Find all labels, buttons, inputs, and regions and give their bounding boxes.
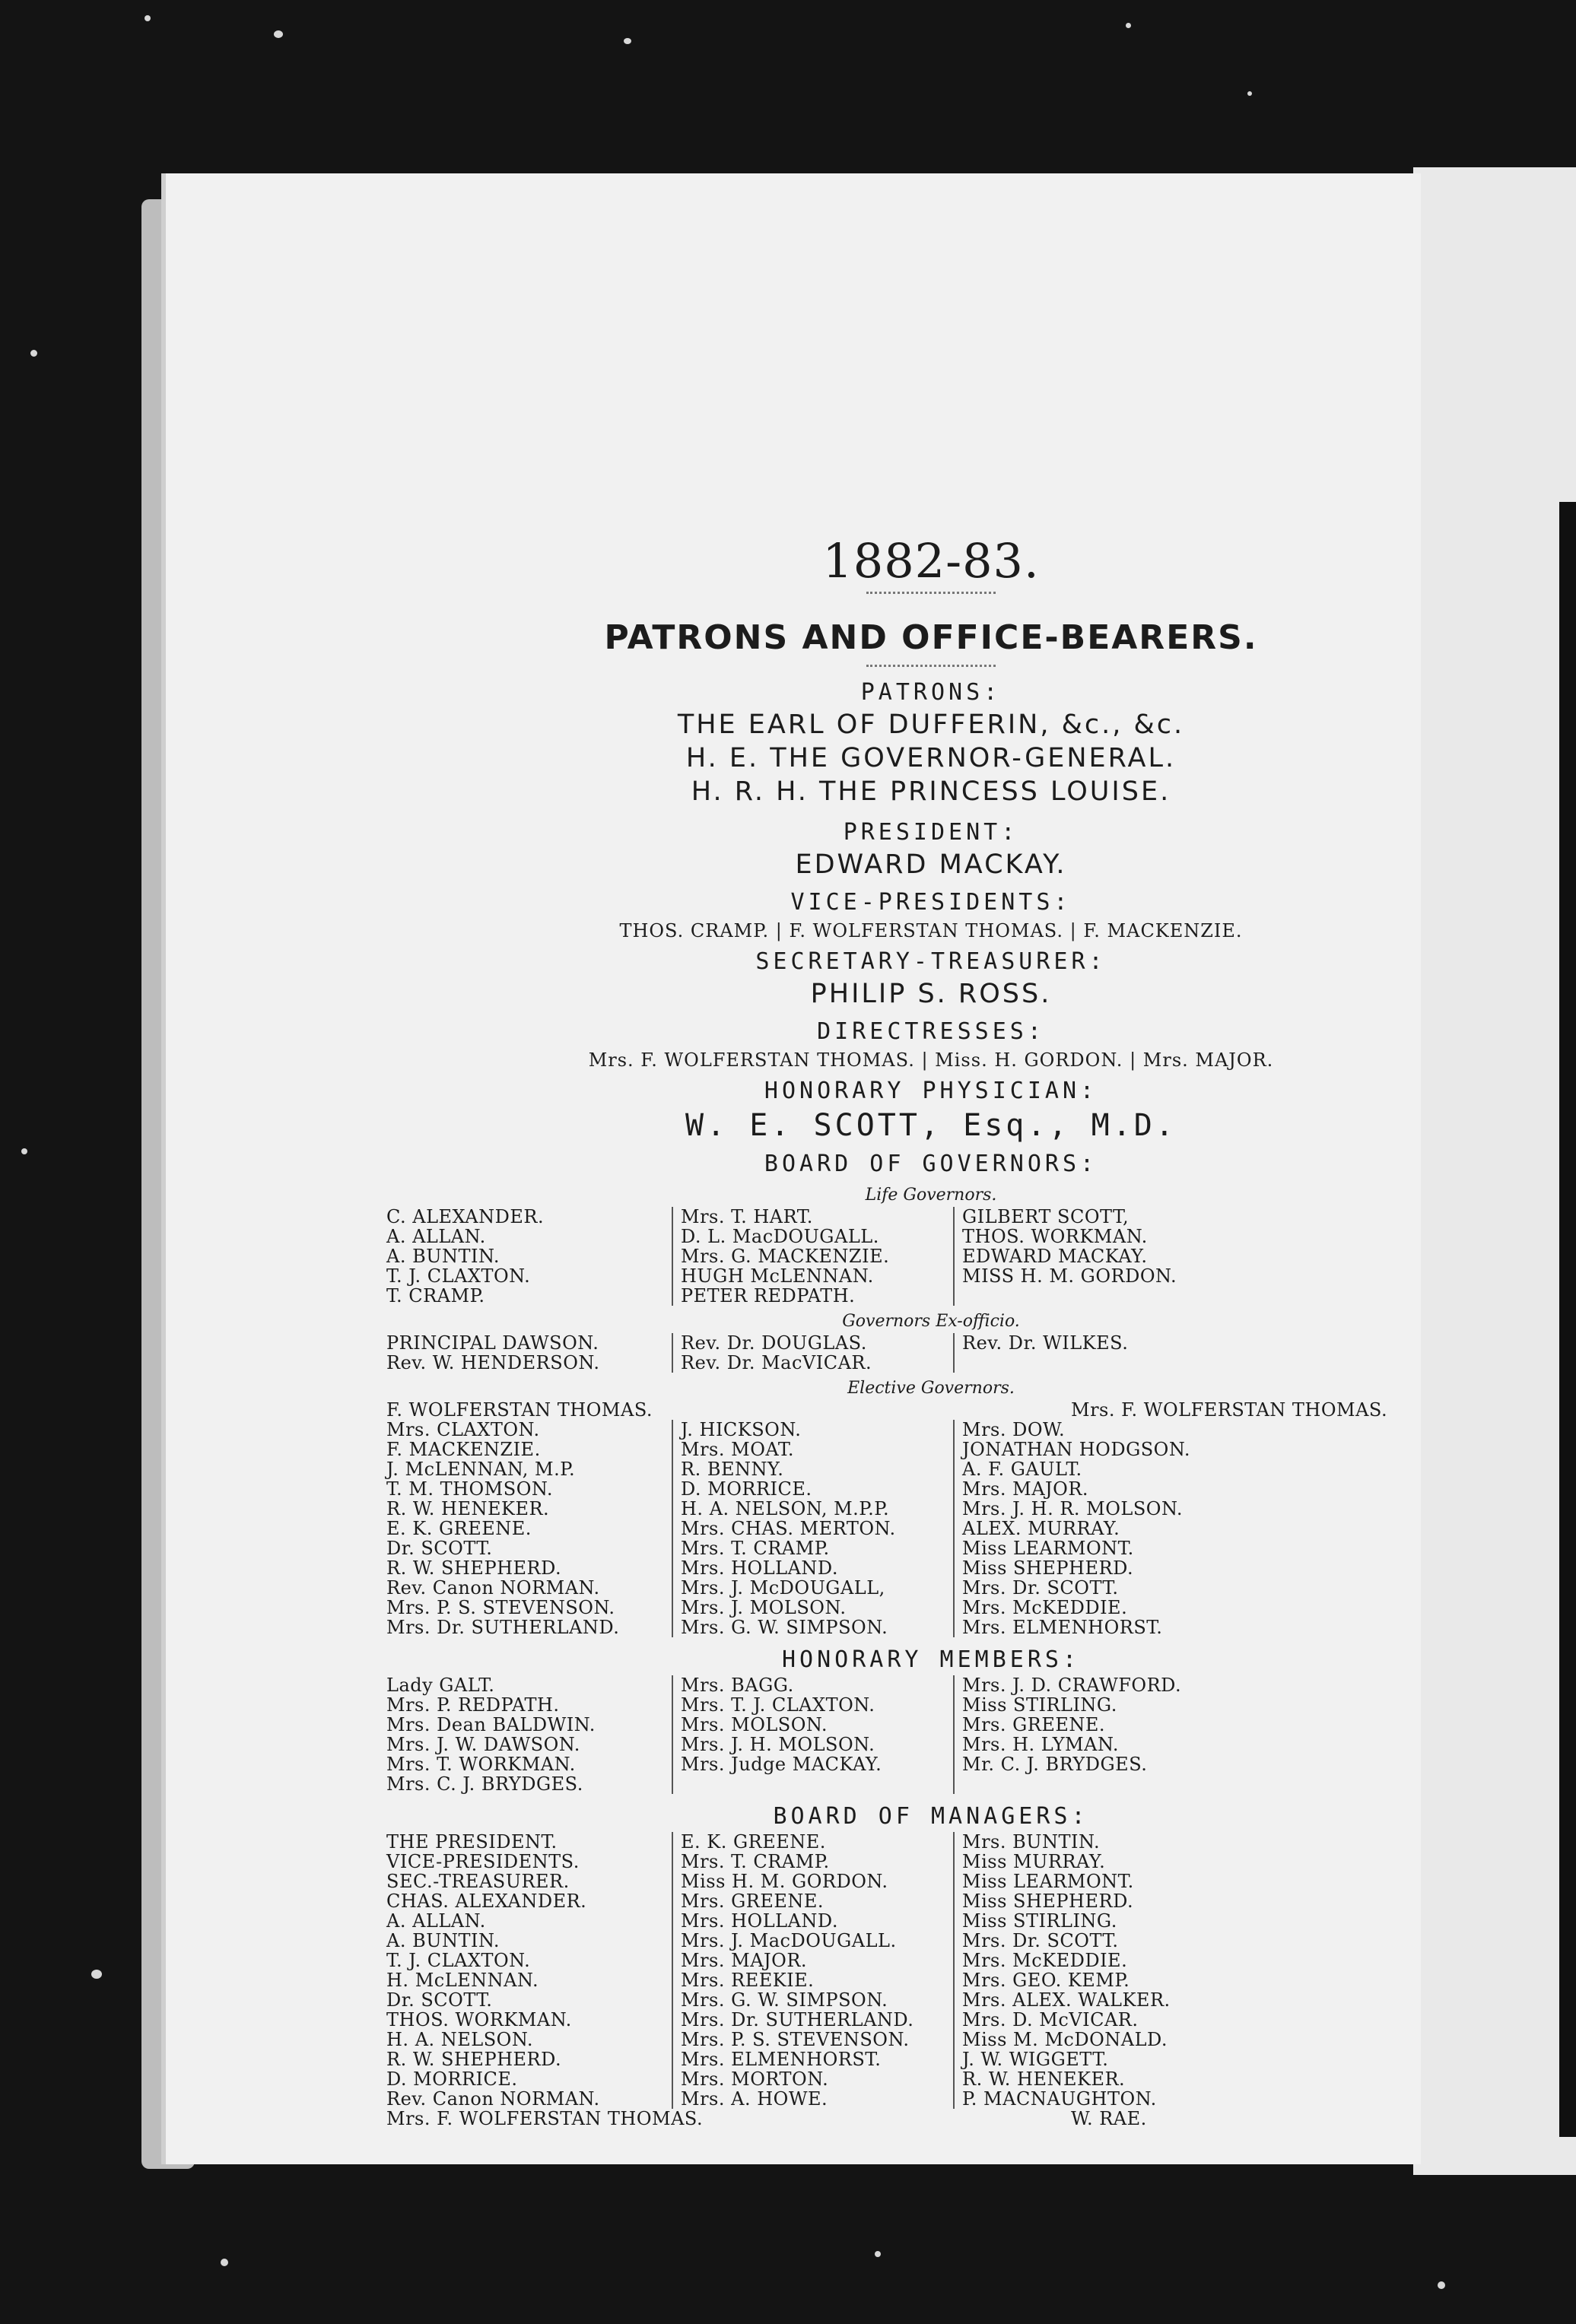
- ornament-rule: [866, 592, 996, 602]
- list-item: R. W. SHEPHERD.: [386, 1557, 562, 1579]
- list-item: Mrs. Dean BALDWIN.: [386, 1714, 596, 1735]
- list-item: SEC.-TREASURER.: [386, 1871, 570, 1892]
- list-item: MISS H. M. GORDON.: [962, 1265, 1177, 1287]
- film-speck: [30, 350, 37, 357]
- list-item: A. F. GAULT.: [962, 1459, 1082, 1480]
- list-item: Rev. Dr. MacVICAR.: [681, 1352, 872, 1373]
- list-item: Mrs. T. HART.: [681, 1206, 813, 1227]
- list-column: [672, 1420, 953, 1637]
- list-column: [672, 1333, 953, 1373]
- list-item: Mrs. BAGG.: [681, 1675, 794, 1696]
- president-name: EDWARD MACKAY.: [795, 849, 1067, 880]
- list-item: Mrs. GEO. KEMP.: [962, 1970, 1130, 1991]
- list-item: H. McLENNAN.: [386, 1970, 539, 1991]
- list-item: GILBERT SCOTT,: [962, 1206, 1130, 1227]
- list-item: Mrs. J. H. R. MOLSON.: [962, 1498, 1184, 1519]
- list-column: [953, 1832, 1242, 2109]
- list-column: [672, 1832, 953, 2109]
- vice-presidents-line: THOS. CRAMP. | F. WOLFERSTAN THOMAS. | F. MACKENZIE.: [619, 920, 1243, 941]
- list-item: Mrs. BUNTIN.: [962, 1831, 1101, 1853]
- secretary-treasurer-heading: SECRETARY-TREASURER:: [755, 948, 1107, 975]
- list-item: F. MACKENZIE.: [386, 1439, 541, 1460]
- list-item: Mrs. REEKIE.: [681, 1970, 815, 1991]
- list-item: Mrs. MAJOR.: [681, 1950, 808, 1971]
- list-item: Mrs. G. MACKENZIE.: [681, 1246, 890, 1267]
- list-item: R. W. SHEPHERD.: [386, 2049, 562, 2070]
- life-governors-list: [379, 1207, 1497, 1306]
- list-item: Mrs. DOW.: [962, 1419, 1066, 1440]
- list-item: R. W. HENEKER.: [962, 2068, 1126, 2090]
- list-item: H. A. NELSON, M.P.P.: [681, 1498, 890, 1519]
- list-item: Rev. Dr. DOUGLAS.: [681, 1332, 867, 1354]
- list-column: [379, 1832, 672, 2109]
- list-item: R. BENNY.: [681, 1459, 784, 1480]
- patrons-heading: PATRONS:: [860, 679, 1002, 706]
- list-item: Mrs. J. D. CRAWFORD.: [962, 1675, 1182, 1696]
- list-item: A. BUNTIN.: [386, 1246, 500, 1267]
- list-item: Mrs. HOLLAND.: [681, 1557, 838, 1579]
- film-speck: [1126, 23, 1131, 28]
- list-item: VICE-PRESIDENTS.: [386, 1851, 580, 1872]
- list-item: EDWARD MACKAY.: [962, 1246, 1148, 1267]
- list-item: W. RAE.: [1071, 2108, 1147, 2129]
- list-item: Mrs. GREENE.: [681, 1891, 825, 1912]
- list-item: Miss MURRAY.: [962, 1851, 1106, 1872]
- list-item: Rev. Dr. WILKES.: [962, 1332, 1129, 1354]
- list-item: Mrs. J. MOLSON.: [681, 1597, 847, 1618]
- list-item: Mrs. F. WOLFERSTAN THOMAS.: [1071, 1399, 1388, 1421]
- vice-presidents-heading: VICE-PRESIDENTS:: [790, 889, 1072, 916]
- list-item: Miss LEARMONT.: [962, 1871, 1134, 1892]
- ex-officio-subheading: Governors Ex-officio.: [842, 1312, 1020, 1331]
- list-item: Mrs. ALEX. WALKER.: [962, 1989, 1171, 2011]
- list-item: Rev. Canon NORMAN.: [386, 1577, 600, 1599]
- list-item: F. WOLFERSTAN THOMAS.: [386, 1399, 653, 1421]
- list-item: Mrs. MOLSON.: [681, 1714, 828, 1735]
- board-of-managers-last-row: [386, 2108, 1497, 2129]
- list-item: D. MORRICE.: [386, 2068, 518, 2090]
- film-speck: [1438, 2281, 1445, 2289]
- list-item: T. J. CLAXTON.: [386, 1950, 531, 1971]
- list-item: Mrs. MAJOR.: [962, 1478, 1089, 1500]
- list-item: Mrs. P. S. STEVENSON.: [386, 1597, 615, 1618]
- list-item: Mrs. McKEDDIE.: [962, 1597, 1128, 1618]
- list-item: CHAS. ALEXANDER.: [386, 1891, 587, 1912]
- elective-governors-first-row: [386, 1399, 1497, 1421]
- list-item: Miss SHEPHERD.: [962, 1891, 1134, 1912]
- list-item: Mrs. G. W. SIMPSON.: [681, 1989, 888, 2011]
- ex-officio-list: [379, 1333, 1497, 1373]
- film-speck: [624, 38, 631, 44]
- film-speck: [145, 15, 151, 21]
- list-column: [953, 1420, 1242, 1637]
- list-item: Lady GALT.: [386, 1675, 495, 1696]
- list-item: Miss M. McDONALD.: [962, 2029, 1168, 2050]
- list-item: T. CRAMP.: [386, 1285, 485, 1306]
- list-item: A. ALLAN.: [386, 1226, 486, 1247]
- list-item: Mrs. A. HOWE.: [681, 2088, 828, 2110]
- list-item: Mrs. GREENE.: [962, 1714, 1106, 1735]
- list-item: Mrs. CLAXTON.: [386, 1419, 540, 1440]
- list-item: JONATHAN HODGSON.: [962, 1439, 1190, 1460]
- ornament-rule: [866, 665, 996, 675]
- list-item: Mrs. Dr. SCOTT.: [962, 1930, 1119, 1951]
- list-column: [672, 1207, 953, 1306]
- president-heading: PRESIDENT:: [843, 819, 1019, 846]
- list-column: [379, 1333, 672, 1373]
- list-item: Mrs. Dr. SCOTT.: [962, 1577, 1119, 1599]
- list-item: E. K. GREENE.: [681, 1831, 826, 1853]
- list-item: Mrs. G. W. SIMPSON.: [681, 1617, 888, 1638]
- list-item: A. BUNTIN.: [386, 1930, 500, 1951]
- board-of-governors-heading: BOARD OF GOVERNORS:: [764, 1151, 1098, 1177]
- list-item: A. ALLAN.: [386, 1910, 486, 1932]
- list-item: Mrs. T. CRAMP.: [681, 1538, 830, 1559]
- list-item: Mrs. H. LYMAN.: [962, 1734, 1120, 1755]
- last-row-line: [386, 2109, 1497, 2129]
- list-item: Mrs. J. MacDOUGALL.: [681, 1930, 897, 1951]
- list-column: [672, 1675, 953, 1794]
- patron-name: H. E. THE GOVERNOR-GENERAL.: [685, 743, 1177, 773]
- elective-governors-list: [379, 1420, 1497, 1637]
- elective-governors-subheading: Elective Governors.: [847, 1379, 1015, 1398]
- list-item: THE PRESIDENT.: [386, 1831, 558, 1853]
- honorary-physician-heading: HONORARY PHYSICIAN:: [764, 1078, 1098, 1104]
- list-item: Mrs. D. McVICAR.: [962, 2009, 1139, 2030]
- list-item: HUGH McLENNAN.: [681, 1265, 874, 1287]
- directresses-heading: DIRECTRESSES:: [817, 1018, 1045, 1045]
- board-of-managers-heading: BOARD OF MANAGERS:: [773, 1803, 1089, 1830]
- life-governors-subheading: Life Governors.: [865, 1186, 997, 1205]
- list-item: Mrs. C. J. BRYDGES.: [386, 1773, 583, 1795]
- list-item: T. M. THOMSON.: [386, 1478, 553, 1500]
- film-speck: [875, 2251, 881, 2257]
- list-item: THOS. WORKMAN.: [962, 1226, 1148, 1247]
- list-item: D. L. MacDOUGALL.: [681, 1226, 879, 1247]
- film-speck: [1247, 91, 1252, 96]
- list-item: ALEX. MURRAY.: [962, 1518, 1120, 1539]
- list-item: T. J. CLAXTON.: [386, 1265, 531, 1287]
- list-item: J. W. WIGGETT.: [962, 2049, 1109, 2070]
- list-item: Mrs. T. CRAMP.: [681, 1851, 830, 1872]
- list-item: P. MACNAUGHTON.: [962, 2088, 1157, 2110]
- list-item: Dr. SCOTT.: [386, 1989, 493, 2011]
- list-item: Mrs. Dr. SUTHERLAND.: [681, 2009, 914, 2030]
- list-item: Mrs. T. J. CLAXTON.: [681, 1694, 875, 1716]
- list-item: Mrs. J. McDOUGALL,: [681, 1577, 885, 1599]
- honorary-members-heading: HONORARY MEMBERS:: [781, 1646, 1081, 1673]
- list-item: Miss SHEPHERD.: [962, 1557, 1134, 1579]
- list-item: Mrs. J. H. MOLSON.: [681, 1734, 875, 1755]
- list-item: J. McLENNAN, M.P.: [386, 1459, 576, 1480]
- page-content: [386, 531, 1497, 2129]
- directresses-line: Mrs. F. WOLFERSTAN THOMAS. | Miss. H. GORDON. | Mrs. MAJOR.: [588, 1049, 1274, 1071]
- document-page: [161, 173, 1421, 2164]
- first-row-line: [386, 1400, 1497, 1420]
- list-item: Rev. W. HENDERSON.: [386, 1352, 600, 1373]
- list-item: Mrs. MORTON.: [681, 2068, 829, 2090]
- page-title: PATRONS AND OFFICE-BEARERS.: [604, 618, 1258, 657]
- list-column: [953, 1675, 1242, 1794]
- film-speck: [91, 1970, 102, 1979]
- board-of-managers-list: [379, 1832, 1497, 2109]
- list-column: [379, 1675, 672, 1794]
- list-item: Mrs. McKEDDIE.: [962, 1950, 1128, 1971]
- list-item: E. K. GREENE.: [386, 1518, 532, 1539]
- list-item: PRINCIPAL DAWSON.: [386, 1332, 599, 1354]
- list-item: Mrs. ELMENHORST.: [962, 1617, 1163, 1638]
- list-item: THOS. WORKMAN.: [386, 2009, 572, 2030]
- list-item: C. ALEXANDER.: [386, 1206, 545, 1227]
- list-item: Mr. C. J. BRYDGES.: [962, 1754, 1148, 1775]
- list-column: [953, 1207, 1242, 1306]
- list-item: Mrs. J. W. DAWSON.: [386, 1734, 580, 1755]
- list-item: Mrs. HOLLAND.: [681, 1910, 838, 1932]
- list-item: D. MORRICE.: [681, 1478, 812, 1500]
- list-item: Miss STIRLING.: [962, 1694, 1117, 1716]
- list-item: Rev. Canon NORMAN.: [386, 2088, 600, 2110]
- list-item: J. HICKSON.: [681, 1419, 802, 1440]
- list-column: [379, 1420, 672, 1637]
- film-speck: [221, 2259, 228, 2266]
- list-item: Mrs. Judge MACKAY.: [681, 1754, 882, 1775]
- list-item: Mrs. CHAS. MERTON.: [681, 1518, 896, 1539]
- list-item: Mrs. T. WORKMAN.: [386, 1754, 576, 1775]
- patron-name: THE EARL OF DUFFERIN, &c., &c.: [677, 710, 1185, 740]
- list-column: [953, 1333, 1242, 1373]
- honorary-members-list: [379, 1675, 1497, 1794]
- list-item: Miss LEARMONT.: [962, 1538, 1134, 1559]
- list-item: Mrs. F. WOLFERSTAN THOMAS.: [386, 2108, 704, 2129]
- list-item: Mrs. ELMENHORST.: [681, 2049, 882, 2070]
- list-item: R. W. HENEKER.: [386, 1498, 550, 1519]
- list-item: Dr. SCOTT.: [386, 1538, 493, 1559]
- list-item: Mrs. P. REDPATH.: [386, 1694, 560, 1716]
- film-speck: [274, 30, 283, 38]
- film-speck: [21, 1148, 27, 1154]
- secretary-treasurer-name: PHILIP S. ROSS.: [810, 979, 1052, 1009]
- list-item: Miss H. M. GORDON.: [681, 1871, 888, 1892]
- honorary-physician-name: W. E. SCOTT, Esq., M.D.: [685, 1108, 1177, 1143]
- year-heading: 1882-83.: [822, 533, 1040, 589]
- list-item: Mrs. P. S. STEVENSON.: [681, 2029, 910, 2050]
- list-item: H. A. NELSON.: [386, 2029, 533, 2050]
- list-item: Mrs. Dr. SUTHERLAND.: [386, 1617, 620, 1638]
- list-item: PETER REDPATH.: [681, 1285, 856, 1306]
- adjacent-page-shadow: [1559, 502, 1576, 2137]
- list-item: Miss STIRLING.: [962, 1910, 1117, 1932]
- list-item: Mrs. MOAT.: [681, 1439, 794, 1460]
- list-column: [379, 1207, 672, 1306]
- patron-name: H. R. H. THE PRINCESS LOUISE.: [691, 776, 1171, 807]
